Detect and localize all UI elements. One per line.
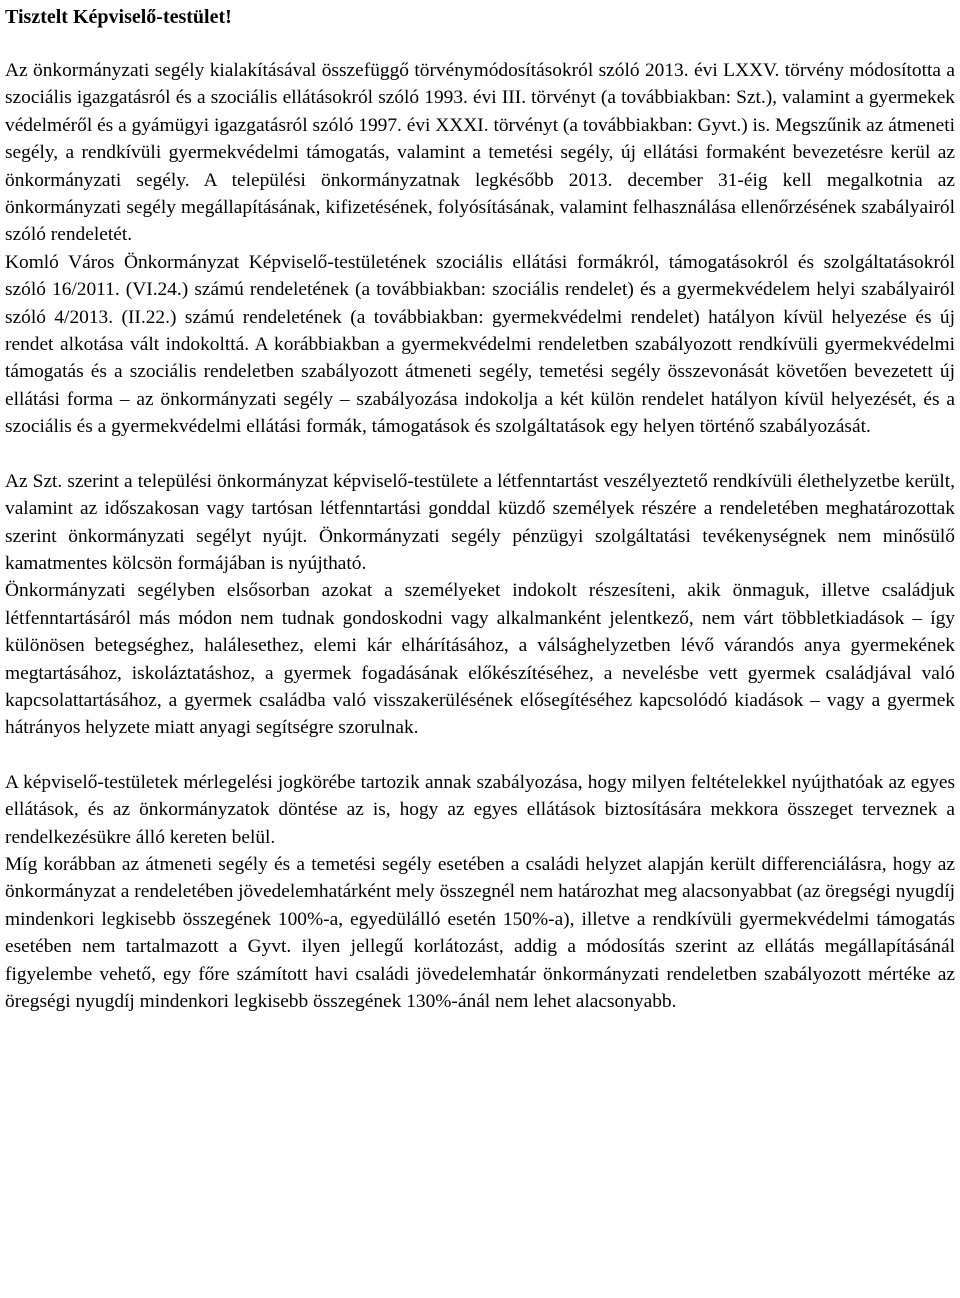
paragraph-gap	[5, 441, 955, 468]
document-title: Tisztelt Képviselő-testület!	[5, 6, 232, 28]
paragraph-income-threshold: Míg korábban az átmeneti segély és a temetési segély esetében a családi helyzet alapján került differenciálásra, hogy az önkormányzat a rendeletében jövedelemhatárként mely összegnél nem határozhat meg alacsonyabbat (az öregségi nyugdíj mindenkori legkisebb összegének 100%-a, egyedülálló esetén 150%-a), illetve a rendkívüli gyermekvédelmi támogatás esetében nem tartalmazott a Gyvt. ilyen jellegű korlátozást, addig a módosítás szerint az ellátás megállapításánál figyelembe vehető, egy főre számított havi családi jövedelemhatár önkormányzati rendeletben szabályozott mértéke az öregségi nyugdíj mindenkori legkisebb összegének 130%-ánál nem lehet alacsonyabb.	[5, 853, 955, 1012]
paragraph-komlo-regulations: Komló Város Önkormányzat Képviselő-testületének szociális ellátási formákról, támogatásokról és szolgáltatásokról szóló 16/2011. (VI.24.) számú rendeletének (a továbbiakban: szociális rendelet) és a gyermekvédelem helyi szabályairól szóló 4/2013. (II.22.) számú rendeletének (a továbbiakban: gyermekvédelmi rendelet) hatályon kívül helyezése és új rendet alkotása vált indokolttá. A korábbiakban a gyermekvédelmi rendeletben szabályozott rendkívüli gyermekvédelmi támogatás és a szociális rendeletben szabályozott átmeneti segély, temetési segély összevonását követően bevezetett új ellátási forma – az önkormányzati segély – szabályozása indokolja a két külön rendelet hatályon kívül helyezését, és a szociális és a gyermekvédelmi ellátási formák, támogatások és szolgáltatások egy helyen történő szabályozását.	[5, 251, 955, 438]
paragraph-amendment-intro: Az önkormányzati segély kialakításával összefüggő törvénymódosításokról szóló 2013. évi LXXV. törvény módosította a szociális igazgatásról és a szociális ellátásokról szóló 1993. évi III. törvényt (a továbbiakban: Szt.), valamint a gyermekek védelméről és a gyámügyi igazgatásról szóló 1997. évi XXXI. törvényt (a továbbiakban: Gyvt.) is. Megszűnik az átmeneti segély, a rendkívüli gyermekvédelmi támogatás, valamint a temetési segély, új ellátási formaként bevezetésre kerül az önkormányzati segély. A települési önkormányzatnak legkésőbb 2013. december 31-éig kell megalkotnia az önkormányzati segély megállapításának, kifizetésének, folyósításának, valamint felhasználása ellenőrzésének szabályairól szóló rendeletét.	[5, 60, 955, 246]
paragraph-gap	[5, 742, 955, 769]
paragraph-szt-provision: Az Szt. szerint a települési önkormányzat képviselő-testülete a létfenntartást veszélyeztető rendkívüli élethelyzetbe került, valamint az időszakosan vagy tartósan létfenntartási gonddal küzdő személyek részére a rendeletében meghatározottak szerint önkormányzati segélyt nyújt. Önkormányzati segély pénzügyi szolgáltatási tevékenységnek nem minősülő kamatmentes kölcsön formájában is nyújtható.	[5, 470, 955, 574]
paragraph-discretion: A képviselő-testületek mérlegelési jogkörébe tartozik annak szabályozása, hogy milyen feltételekkel nyújthatóak az egyes ellátások, és az önkormányzatok döntése az is, hogy az egyes ellátások biztosítására mekkora összeget terveznek a rendelkezésükre álló kereten belül.	[5, 771, 955, 848]
document-page	[5, 2, 955, 1015]
paragraph-eligible-persons: Önkormányzati segélyben elsősorban azokat a személyeket indokolt részesíteni, akik önmaguk, illetve családjuk létfenntartásáról más módon nem tudnak gondoskodni vagy alkalmanként jelentkező, nem várt többletkiadások – így különösen betegséghez, halálesethez, elemi kár elhárításához, a válsághelyzetben lévő várandós anya gyermekének megtartásához, iskoláztatáshoz, a gyermek fogadásának előkészítéséhez, a nevelésbe vett gyermek családjával való kapcsolattartásához, a gyermek családba való visszakerülésének elősegítéséhez kapcsolódó kiadások – vagy a gyermek hátrányos helyzete miatt anyagi segítségre szorulnak.	[5, 580, 955, 739]
